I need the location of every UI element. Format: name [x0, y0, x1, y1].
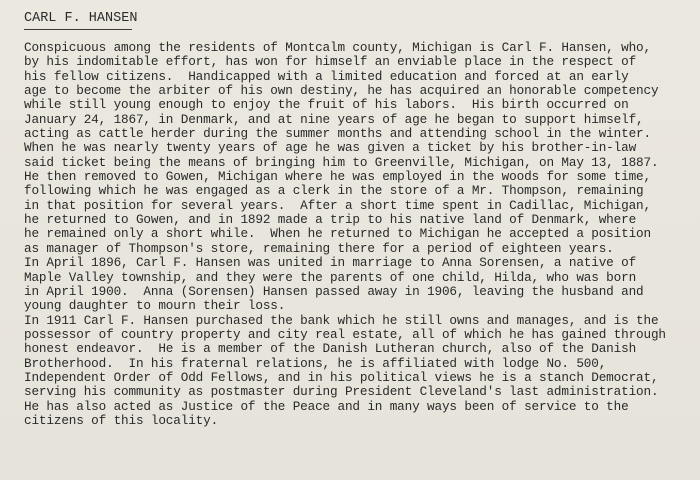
text-line: in April 1900. Anna (Sorensen) Hansen passed away in 1906, leaving the husband and	[24, 283, 644, 299]
text-line: by his indomitable effort, has won for himself an enviable place in the respect of	[24, 54, 637, 70]
text-line: Conspicuous among the residents of Montcalm county, Michigan is Carl F. Hansen, who,	[24, 40, 651, 55]
text-line: he returned to Gowen, and in 1892 made a trip to his native land of Denmark, where	[24, 212, 637, 228]
text-line: serving his community as postmaster during President Cleveland's last administration.	[24, 384, 659, 400]
text-line: while still young enough to enjoy the fruit of his labors. His birth occurred on	[24, 97, 629, 113]
heading-underline	[24, 29, 132, 30]
text-line: said ticket being the means of bringing him to Greenville, Michigan, on May 13, 1887.	[24, 154, 659, 170]
text-line: acting as cattle herder during the summer months and attending school in the winter.	[24, 126, 651, 142]
text-line: Brotherhood. In his fraternal relations, he is affiliated with lodge No. 500,	[24, 355, 607, 371]
document-heading: CARL F. HANSEN	[24, 11, 138, 26]
text-line: possessor of country property and city real estate, all of which he has gained through	[24, 326, 666, 342]
text-line: Independent Order of Odd Fellows, and in his political views he is a stanch Democrat,	[24, 369, 659, 385]
biography-text	[24, 41, 694, 428]
text-line: In April 1896, Carl F. Hansen was united in marriage to Anna Sorensen, a native of	[24, 255, 637, 271]
text-line: When he was nearly twenty years of age he was given a ticket by his brother-in-law	[24, 140, 637, 156]
text-line: January 24, 1867, in Denmark, and at nine years of age he began to support himself,	[24, 111, 644, 127]
text-line: as manager of Thompson's store, remaining there for a period of eighteen years.	[24, 240, 614, 256]
text-line: following which he was engaged as a clerk in the store of a Mr. Thompson, remaining	[24, 183, 644, 199]
text-line: his fellow citizens. Handicapped with a limited education and forced at an early	[24, 68, 629, 84]
text-line: He has also acted as Justice of the Peace and in many ways been of service to the	[24, 398, 629, 414]
text-line: He then removed to Gowen, Michigan where he was employed in the woods for some time,	[24, 169, 651, 185]
text-line: honest endeavor. He is a member of the Danish Lutheran church, also of the Danish	[24, 341, 637, 357]
text-line: In 1911 Carl F. Hansen purchased the bank which he still owns and manages, and is the	[24, 312, 659, 328]
text-line: age to become the arbiter of his own destiny, he has acquired an honorable competency	[24, 83, 659, 99]
text-line: he remained only a short while. When he returned to Michigan he accepted a position	[24, 226, 651, 242]
text-line: Maple Valley township, and they were the parents of one child, Hilda, who was born	[24, 269, 637, 285]
text-line: in that position for several years. After a short time spent in Cadillac, Michigan,	[24, 197, 651, 213]
text-line: young daughter to mourn their loss.	[24, 298, 286, 314]
text-line: citizens of this locality.	[24, 412, 219, 428]
